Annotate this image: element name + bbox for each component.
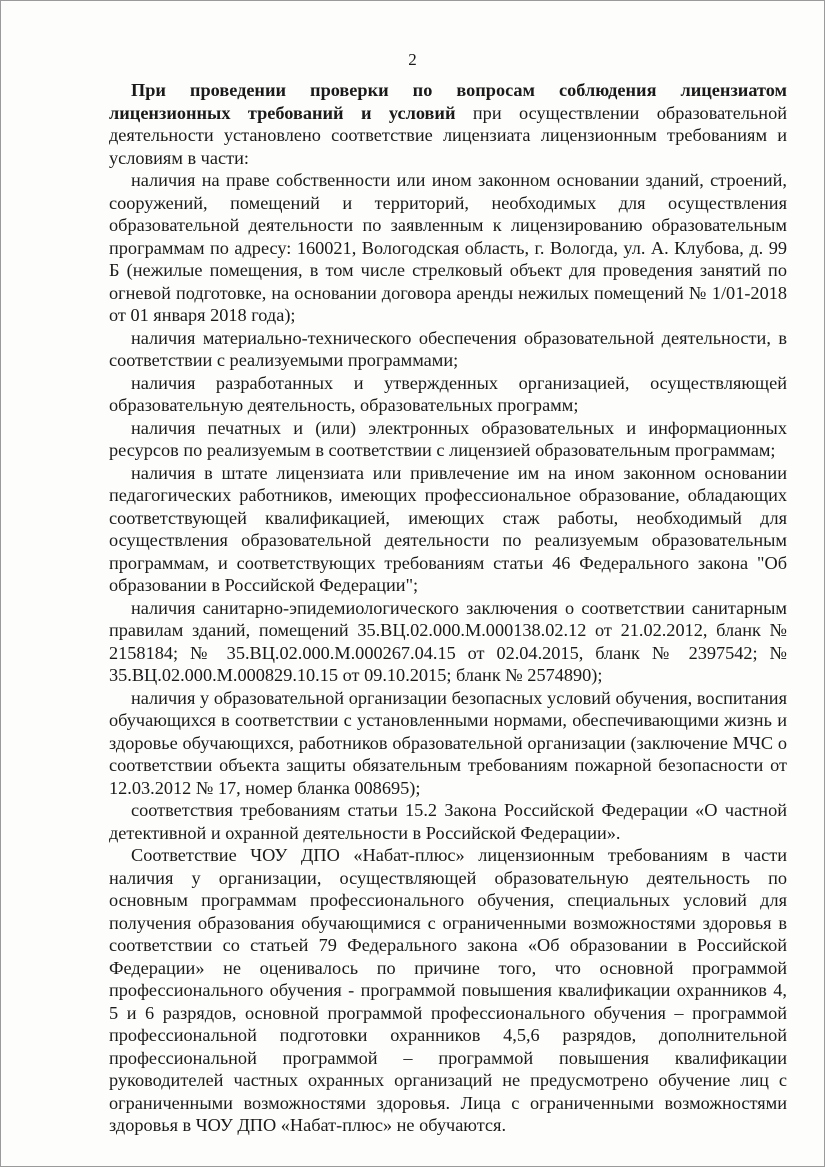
intro-text: при осуществлении образовательной деятельности установлено соответствие лицензиата лицензионным требованиям и условиям в части: — [109, 102, 788, 168]
list-item: наличия санитарно-эпидемиологического заключения о соответствии санитарным правилам зданий, помещений 35.ВЦ.02.000.М.000138.02.12 от 21.02.2012, бланк № 2158184; № 35.ВЦ.02.000.М.000267.04.15 от 02.04.2015, бланк № 2397542; № 35.ВЦ.02.000.М.000829.10.15 от 09.10.2015; бланк № 2574890); — [109, 597, 787, 685]
intro-bold-text: При проведении проверки по вопросам соблюдения лицензиатом лицензионных требований и условий — [109, 80, 787, 123]
list-item: наличия разработанных и утвержденных организацией, осуществляющей образовательную деятельность, образовательных программ; — [109, 372, 787, 415]
list-item: соответствия требованиям статьи 15.2 Закона Российской Федерации «О частной детективной и охранной деятельности в Российской Федерации». — [109, 800, 787, 843]
conclusion-paragraph: Соответствие ЧОУ ДПО «Набат-плюс» лицензионным требованиям в части наличия у организации, осуществляющей образовательную деятельность по основным программам профессионального обучения, специальных условий для получения образования обучающимися с ограниченными возможностями здоровья в соответствии со статьей 79 Федерального закона «Об образовании в Российской Федерации» не оценивалось по причине того, что основной программой профессионального обучения - программой повышения квалификации охранников 4, 5 и 6 разрядов, основной программой профессионального обучения – программой профессиональной подготовки охранников 4,5,6 разрядов, дополнительной профессиональной программой – программой повышения квалификации руководителей частных охранных организаций не предусмотрено обучение лиц с ограниченными возможностями здоровья. Лица с ограниченными возможностями здоровья в ЧОУ ДПО «Набат-плюс» не обучаются. — [109, 845, 787, 1135]
page-number: 2 — [408, 50, 417, 69]
intro-paragraph — [109, 79, 787, 169]
list-item: наличия на праве собственности или ином законном основании зданий, строений, сооружений, помещений и территорий, необходимых для осуществления образовательной деятельности по заявленным к лицензированию образовательным программам по адресу: 160021, Вологодская область, г. Вологда, ул. А. Клубова, д. 99 Б (нежилые помещения, в том числе стрелковый объект для проведения занятий по огневой подготовке, на основании договора аренды нежилых помещений № 1/01-2018 от 01 января 2018 года); — [109, 170, 787, 325]
list-item: наличия в штате лицензиата или привлечение им на ином законном основании педагогических работников, имеющих профессиональное образование, обладающих соответствующей квалификацией, имеющих стаж работы, необходимый для осуществления образовательной деятельности по реализуемым образовательным программам, и соответствующих требованиям статьи 46 Федерального закона "Об образовании в Российской Федерации"; — [109, 462, 787, 595]
list-item: наличия у образовательной организации безопасных условий обучения, воспитания обучающихся в соответствии с установленными нормами, обеспечивающими жизнь и здоровье обучающихся, работников образовательной организации (заключение МЧС о соответствии объекта защиты обязательным требованиям пожарной безопасности от 12.03.2012 № 17, номер бланка 008695); — [109, 687, 787, 798]
document-body — [109, 79, 787, 1137]
list-item: наличия материально-технического обеспечения образовательной деятельности, в соответствии с реализуемыми программами; — [109, 327, 787, 370]
list-item: наличия печатных и (или) электронных образовательных и информационных ресурсов по реализуемым в соответствии с лицензией образовательным программам; — [109, 417, 787, 460]
